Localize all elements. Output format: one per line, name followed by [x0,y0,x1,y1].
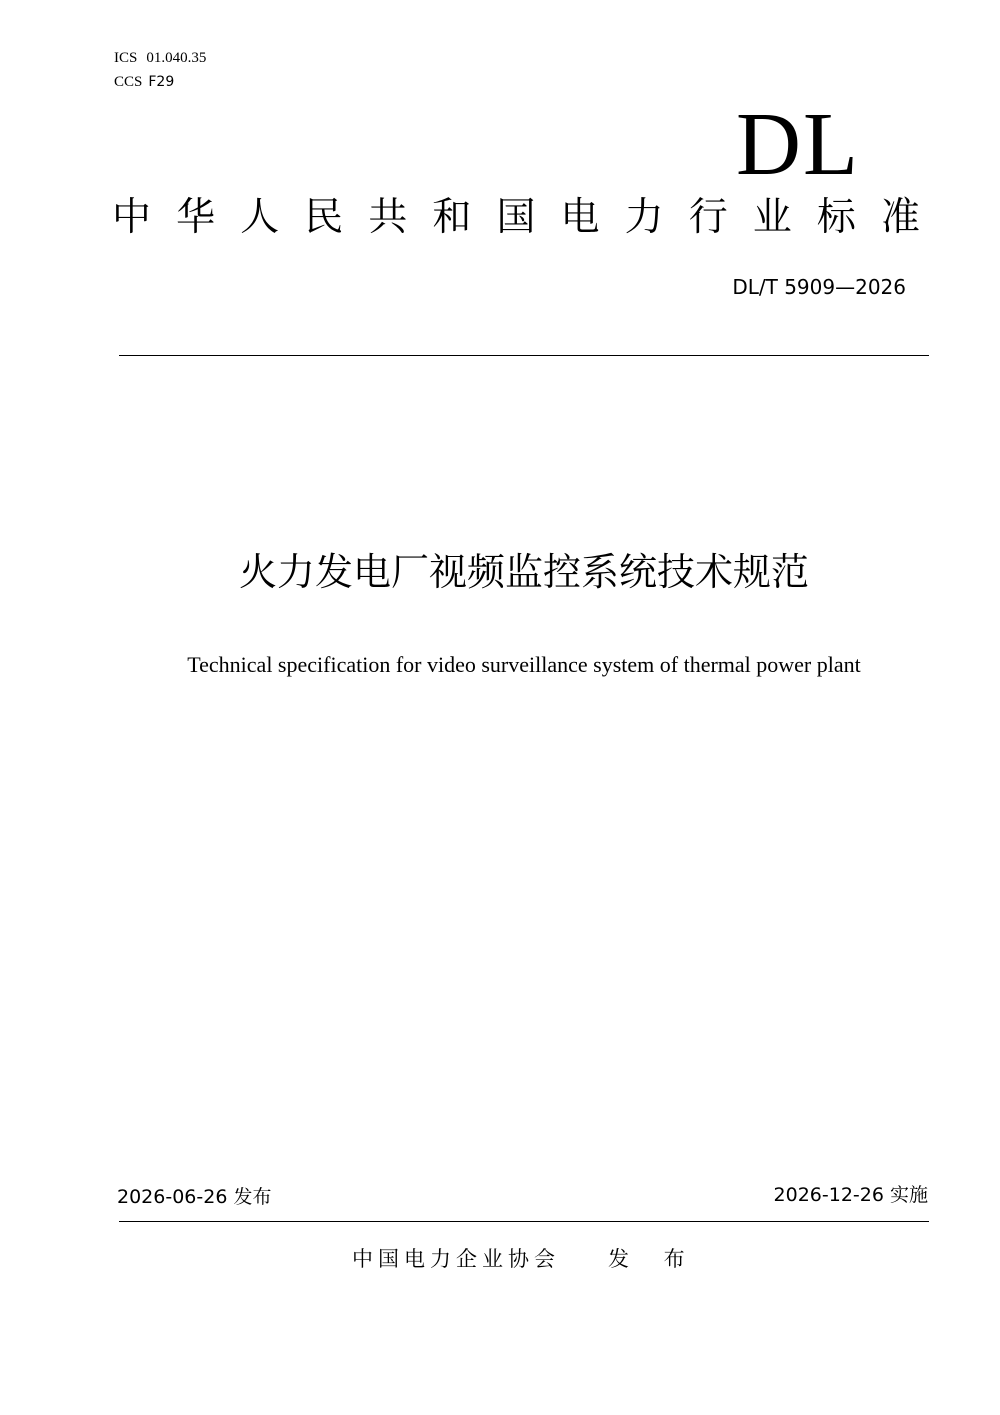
category-char: 民 [304,195,344,240]
top-divider [119,355,929,356]
category-char: 中 [112,195,152,240]
ics-code: 01.040.35 [146,50,207,66]
document-title-english: Technical specification for video surveillance system of thermal power plant [187,652,861,677]
publisher-line [352,1244,699,1274]
category-char: 力 [624,195,664,240]
category-char: 行 [688,195,728,240]
category-char: 国 [496,195,536,240]
ccs-code: F29 [148,74,175,90]
category-char: 电 [560,195,600,240]
bottom-divider [119,1221,929,1222]
ccs-row [114,70,206,94]
implementation-date: 2026-12-26 实施 [773,1184,928,1206]
document-title-chinese: 火力发电厂视频监控系统技术规范 [238,550,809,594]
category-char: 共 [368,195,408,240]
category-char: 和 [432,195,472,240]
standard-category-heading [112,193,920,243]
category-char: 标 [816,195,856,240]
category-char: 准 [880,195,920,240]
category-char: 业 [752,195,792,240]
category-char: 华 [176,195,216,240]
ics-row [114,46,206,70]
classification-codes [114,46,206,94]
publish-verb: 发 布 [608,1247,699,1271]
issue-date: 2026-06-26 发布 [117,1186,272,1208]
ccs-label: CCS [114,74,143,90]
standard-number: DL/T 5909—2026 [732,275,906,299]
publisher-name: 中国电力企业协会 [352,1247,560,1271]
ics-label: ICS [114,50,138,66]
category-char: 人 [240,195,280,240]
dl-logo: DL [736,95,860,194]
